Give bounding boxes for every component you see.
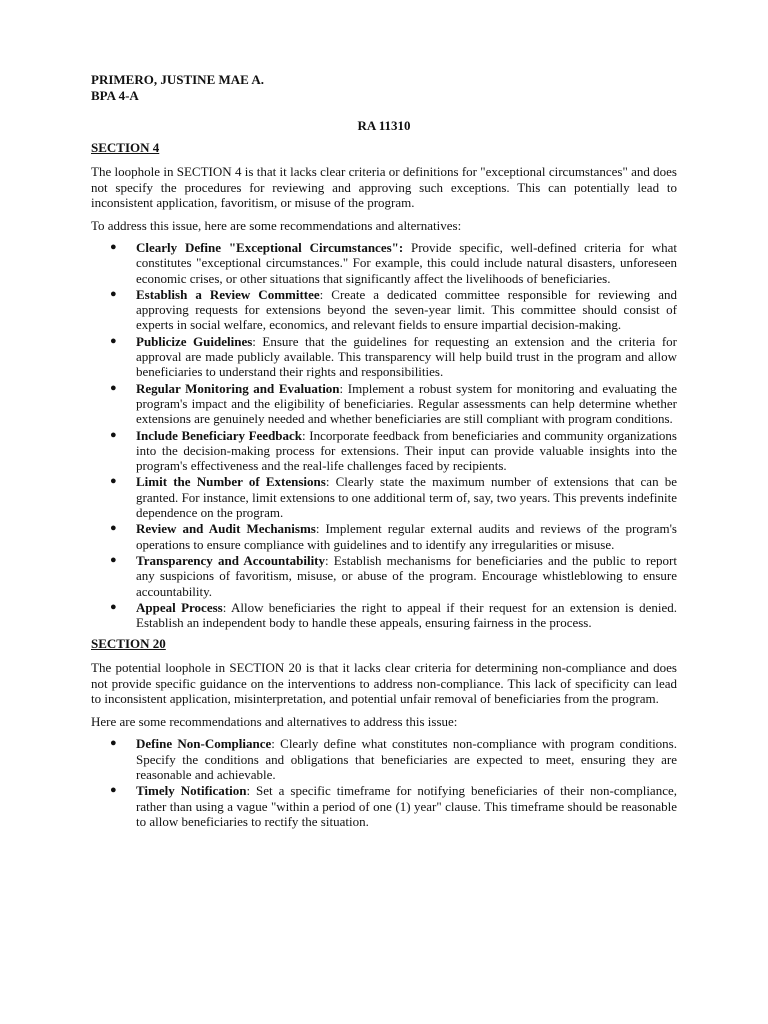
item-text: : Allow beneficiaries the right to appeal if their request for an extension is denied. Establish an independent body to handle these appeals, ensuring fairness in the process. xyxy=(136,599,677,631)
item-term: Define Non-Compliance xyxy=(136,736,272,752)
item-text: : Establish mechanisms for beneficiaries and the public to report any suspicions of favoritism, misuse, or abuse of the program. Encourage whistleblowing to ensure accountability. xyxy=(136,552,677,599)
item-text: : Implement a robust system for monitoring and evaluating the program's impact and the eligibility of beneficiaries. Regular assessments can help determine whether extensions are genuinely needed and whether beneficiaries are still compliant with program conditions. xyxy=(136,380,678,427)
section-20-intro: The potential loophole in SECTION 20 is that it lacks clear criteria for determining non-compliance and does not provide specific guidance on the interventions to address non-compliance. This lack of specificity can lead to inconsistent application, misinterpretation, and potential unfair removal of beneficiaries from the program. xyxy=(91,660,677,707)
item-text: : Incorporate feedback from beneficiaries and community organizations into the decision-making process for extensions. Their input can provide valuable insights into the program's effectiveness and the real-life challenges faced by recipients. xyxy=(136,427,677,474)
bullet-icon: ● xyxy=(110,784,117,797)
item-text: : Implement regular external audits and reviews of the program's operations to ensure compliance with guidelines and to identify any irregularities or misuse. xyxy=(136,521,677,552)
item-term: Include Beneficiary Feedback xyxy=(136,427,303,443)
bullet-icon: ● xyxy=(110,428,117,441)
item-text: : Set a specific timeframe for notifying beneficiaries of their non-compliance, rather than using a vague "within a period of one (1) year" clause. This timeframe should be reasonable to allow beneficiaries to rectify the situation. xyxy=(136,783,677,829)
item-term: Review and Audit Mechanisms xyxy=(136,521,316,537)
item-text: : Ensure that the guidelines for requesting an extension and the criteria for approval are made publicly available. This transparency will help build trust in the program and allow beneficiaries to understand their rights and responsibilities. xyxy=(136,333,677,380)
section-4-heading: SECTION 4 xyxy=(91,140,160,155)
item-term: Publicize Guidelines xyxy=(136,333,253,349)
list-item xyxy=(91,736,677,782)
bullet-icon: ● xyxy=(110,737,117,750)
item-text: Provide specific, well-defined criteria for what constitutes "exceptional circumstances." For example, this could include natural disasters, unforeseen economic crises, or other situations that significantly affect the livelihoods of beneficiaries. xyxy=(136,240,677,286)
bullet-icon: ● xyxy=(110,381,117,394)
item-term: Clearly Define "Exceptional Circumstances": xyxy=(136,240,404,255)
item-term: Limit the Number of Extensions xyxy=(136,474,326,490)
bullet-icon: ● xyxy=(110,600,117,613)
section-4-intro: The loophole in SECTION 4 is that it lacks clear criteria or definitions for "exceptional circumstances" and does not specify the procedures for reviewing and approving such exceptions. This can potentially lead to inconsistent application, favoritism, or misuse of the program. xyxy=(91,164,677,210)
list-item xyxy=(91,474,677,520)
item-text: : Create a dedicated committee responsible for reviewing and approving requests for extensions beyond the seven-year limit. This committee should consist of experts in social welfare, economics, and relevant fields to ensure impartial decision-making. xyxy=(136,286,677,333)
item-term: Establish a Review Committee xyxy=(136,286,320,302)
item-term: Timely Notification xyxy=(136,783,247,799)
section-4-lead: To address this issue, here are some recommendations and alternatives: xyxy=(91,217,462,233)
section-4-recommendations xyxy=(91,240,677,630)
list-item xyxy=(91,553,677,599)
item-term: Appeal Process xyxy=(136,599,223,615)
section-20-lead: Here are some recommendations and alternatives to address this issue: xyxy=(91,713,458,729)
list-item xyxy=(91,428,677,474)
author-name: PRIMERO, JUSTINE MAE A. xyxy=(91,72,264,87)
bullet-icon: ● xyxy=(110,553,117,566)
bullet-icon: ● xyxy=(110,522,117,535)
document-title: RA 11310 xyxy=(357,118,411,133)
list-item xyxy=(91,334,677,380)
list-item xyxy=(91,287,677,333)
bullet-icon: ● xyxy=(110,334,117,347)
item-term: Regular Monitoring and Evaluation xyxy=(136,380,340,396)
bullet-icon: ● xyxy=(110,287,117,300)
list-item xyxy=(91,783,677,829)
section-20-recommendations xyxy=(91,736,677,829)
item-term: Transparency and Accountability xyxy=(136,552,326,568)
list-item xyxy=(91,521,677,552)
author-section: BPA 4-A xyxy=(91,88,139,103)
item-text: : Clearly state the maximum number of extensions that can be granted. For instance, limit extensions to one additional term of, say, two years. This prevents indefinite dependence on the program. xyxy=(136,474,678,521)
list-item xyxy=(91,381,677,427)
item-text: : Clearly define what constitutes non-compliance with program conditions. Specify the conditions and obligations that beneficiaries are expected to meet, ensuring they are reasonable and achievable. xyxy=(136,736,677,783)
section-20-heading: SECTION 20 xyxy=(91,636,166,652)
list-item xyxy=(91,240,677,286)
bullet-icon: ● xyxy=(110,241,117,253)
list-item xyxy=(91,600,677,631)
bullet-icon: ● xyxy=(110,475,117,488)
